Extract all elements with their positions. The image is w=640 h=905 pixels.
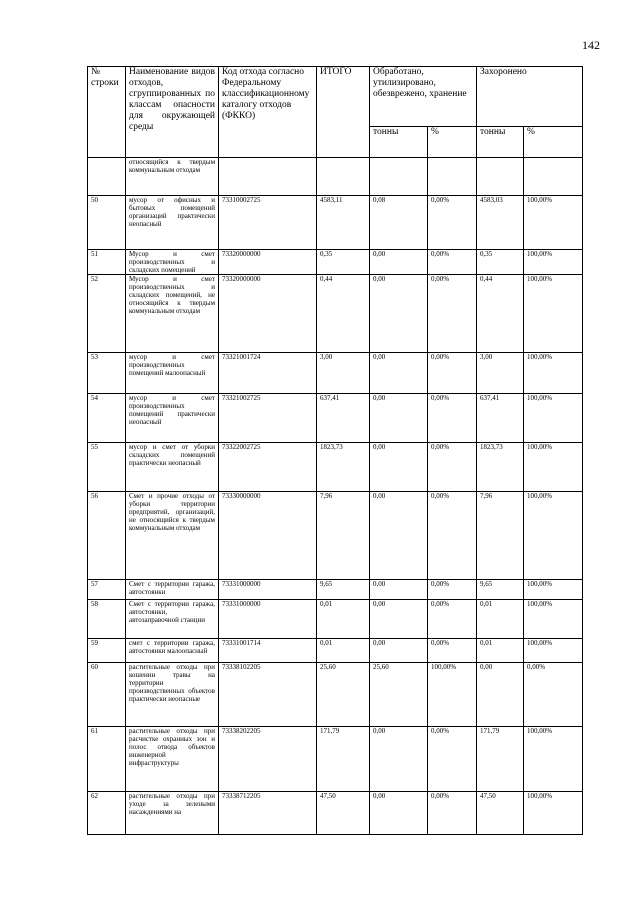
table-row	[88, 663, 583, 727]
waste-name-cell: Смет с территории гаража, автостоянки	[126, 580, 219, 600]
total-value-cell: 171,79	[317, 727, 370, 792]
waste-name-cell: мусор и смет производственных помещений практически неопасный	[126, 394, 219, 443]
buried-percent-cell: 100,00%	[524, 275, 583, 353]
row-number-cell: 61	[88, 727, 126, 792]
total-value-cell: 9,65	[317, 580, 370, 600]
header-processed-percent: %	[428, 127, 477, 158]
total-value-cell: 637,41	[317, 394, 370, 443]
buried-tons-cell: 0,35	[477, 250, 524, 275]
total-value-cell: 7,96	[317, 492, 370, 580]
processed-tons-cell: 0,00	[370, 250, 428, 275]
fkko-code-cell: 73338102205	[219, 663, 317, 727]
waste-name-cell: Смет с территории гаража, автостоянки, автозаправочной станции	[126, 600, 219, 639]
total-value-cell: 25,60	[317, 663, 370, 727]
buried-tons-cell: 0,00	[477, 663, 524, 727]
header-buried-percent: %	[524, 127, 583, 158]
table-row	[88, 639, 583, 663]
waste-name-cell: растительные отходы при расчистке охранных зон и полос отвода объектов инженерной инфраструктуры	[126, 727, 219, 792]
waste-name-cell: мусор от офисных и бытовых помещений организаций практически неопасный	[126, 196, 219, 250]
row-number-cell: 59	[88, 639, 126, 663]
row-number-cell: 62	[88, 792, 126, 835]
table-body	[88, 158, 583, 835]
processed-percent-cell: 0,00%	[428, 492, 477, 580]
header-waste-name: Наименование видов отходов, сгруппированных по классам опасности для окружающей среды	[126, 67, 219, 158]
waste-name-cell: смет с территории гаража, автостоянки малоопасный	[126, 639, 219, 663]
buried-tons-cell: 9,65	[477, 580, 524, 600]
waste-name-cell: Смет и прочие отходы от уборки территории предприятий, организаций, не относящийся к твердым коммунальным отходам	[126, 492, 219, 580]
row-number-cell: 53	[88, 353, 126, 394]
processed-percent-cell: 0,00%	[428, 196, 477, 250]
table-row	[88, 600, 583, 639]
buried-tons-cell: 0,01	[477, 600, 524, 639]
fkko-code-cell: 73330000000	[219, 492, 317, 580]
buried-percent-cell: 100,00%	[524, 443, 583, 492]
buried-tons-cell	[477, 158, 524, 196]
processed-percent-cell: 0,00%	[428, 275, 477, 353]
header-total: ИТОГО	[317, 67, 370, 158]
total-value-cell: 0,35	[317, 250, 370, 275]
processed-tons-cell: 0,00	[370, 600, 428, 639]
table-row	[88, 275, 583, 353]
processed-percent-cell: 0,00%	[428, 600, 477, 639]
processed-percent-cell: 0,00%	[428, 394, 477, 443]
total-value-cell: 3,00	[317, 353, 370, 394]
waste-table	[87, 66, 583, 835]
processed-tons-cell: 0,00	[370, 353, 428, 394]
table-row	[88, 158, 583, 196]
fkko-code-cell: 73331000000	[219, 600, 317, 639]
processed-tons-cell: 0,00	[370, 492, 428, 580]
buried-tons-cell: 7,96	[477, 492, 524, 580]
buried-percent-cell: 100,00%	[524, 492, 583, 580]
buried-tons-cell: 637,41	[477, 394, 524, 443]
buried-percent-cell: 100,00%	[524, 250, 583, 275]
header-buried: Захоронено	[477, 67, 583, 127]
buried-tons-cell: 0,01	[477, 639, 524, 663]
processed-tons-cell: 25,60	[370, 663, 428, 727]
fkko-code-cell: 73310002725	[219, 196, 317, 250]
waste-name-cell: Мусор и смет производственных и складских помещений	[126, 250, 219, 275]
waste-name-cell: мусор и смет от уборки складских помещений практически неопасный	[126, 443, 219, 492]
processed-tons-cell: 0,00	[370, 580, 428, 600]
processed-tons-cell: 0,00	[370, 792, 428, 835]
buried-percent-cell: 0,00%	[524, 663, 583, 727]
total-value-cell: 47,50	[317, 792, 370, 835]
fkko-code-cell: 73331000000	[219, 580, 317, 600]
header-processed-tons: тонны	[370, 127, 428, 158]
buried-percent-cell: 100,00%	[524, 196, 583, 250]
buried-percent-cell: 100,00%	[524, 792, 583, 835]
waste-name-cell: растительные отходы при кошении травы на территории производственных объектов практически неопасные	[126, 663, 219, 727]
buried-tons-cell: 4583,03	[477, 196, 524, 250]
processed-tons-cell: 0,00	[370, 275, 428, 353]
row-number-cell: 52	[88, 275, 126, 353]
total-value-cell: 1823,73	[317, 443, 370, 492]
total-value-cell	[317, 158, 370, 196]
table-row	[88, 492, 583, 580]
buried-tons-cell: 1823,73	[477, 443, 524, 492]
row-number-cell	[88, 158, 126, 196]
buried-percent-cell: 100,00%	[524, 727, 583, 792]
buried-tons-cell: 171,79	[477, 727, 524, 792]
table-row	[88, 196, 583, 250]
row-number-cell: 54	[88, 394, 126, 443]
processed-percent-cell: 0,00%	[428, 727, 477, 792]
fkko-code-cell: 73338202205	[219, 727, 317, 792]
processed-percent-cell: 0,00%	[428, 353, 477, 394]
processed-tons-cell: 0,08	[370, 196, 428, 250]
processed-percent-cell: 0,00%	[428, 443, 477, 492]
table-row	[88, 394, 583, 443]
page-number: 142	[582, 38, 600, 52]
table-row	[88, 250, 583, 275]
row-number-cell: 50	[88, 196, 126, 250]
buried-tons-cell: 3,00	[477, 353, 524, 394]
row-number-cell: 51	[88, 250, 126, 275]
buried-percent-cell: 100,00%	[524, 394, 583, 443]
waste-name-cell: относящийся к твердым коммунальным отходам	[126, 158, 219, 196]
total-value-cell: 0,01	[317, 600, 370, 639]
processed-tons-cell: 0,00	[370, 394, 428, 443]
header-processed: Обработано, утилизировано, обезврежено, хранение	[370, 67, 477, 127]
row-number-cell: 55	[88, 443, 126, 492]
buried-percent-cell: 100,00%	[524, 580, 583, 600]
buried-percent-cell	[524, 158, 583, 196]
header-fkko-code: Код отхода согласно Федеральному классификационному каталогу отходов (ФККО)	[219, 67, 317, 158]
total-value-cell: 4583,11	[317, 196, 370, 250]
waste-name-cell: мусор и смет производственных помещений малоопасный	[126, 353, 219, 394]
processed-tons-cell: 0,00	[370, 443, 428, 492]
fkko-code-cell: 73331001714	[219, 639, 317, 663]
buried-tons-cell: 47,50	[477, 792, 524, 835]
processed-percent-cell	[428, 158, 477, 196]
row-number-cell: 58	[88, 600, 126, 639]
table-row	[88, 792, 583, 835]
buried-percent-cell: 100,00%	[524, 639, 583, 663]
buried-percent-cell: 100,00%	[524, 600, 583, 639]
table-row	[88, 443, 583, 492]
fkko-code-cell: 73321002725	[219, 394, 317, 443]
processed-tons-cell: 0,00	[370, 639, 428, 663]
processed-percent-cell: 100,00%	[428, 663, 477, 727]
buried-tons-cell: 0,44	[477, 275, 524, 353]
buried-percent-cell: 100,00%	[524, 353, 583, 394]
waste-name-cell: Мусор и смет производственных и складских помещений, не относящийся к твердым коммунальным отходам	[126, 275, 219, 353]
processed-percent-cell: 0,00%	[428, 792, 477, 835]
total-value-cell: 0,01	[317, 639, 370, 663]
row-number-cell: 56	[88, 492, 126, 580]
table-row	[88, 353, 583, 394]
waste-name-cell: растительные отходы при уходе за зелеными насаждениями на	[126, 792, 219, 835]
fkko-code-cell: 73320000000	[219, 275, 317, 353]
processed-percent-cell: 0,00%	[428, 250, 477, 275]
total-value-cell: 0,44	[317, 275, 370, 353]
row-number-cell: 60	[88, 663, 126, 727]
fkko-code-cell: 73320000000	[219, 250, 317, 275]
processed-tons-cell	[370, 158, 428, 196]
table-row	[88, 580, 583, 600]
processed-percent-cell: 0,00%	[428, 639, 477, 663]
fkko-code-cell: 73338712205	[219, 792, 317, 835]
table-row	[88, 727, 583, 792]
fkko-code-cell	[219, 158, 317, 196]
processed-tons-cell: 0,00	[370, 727, 428, 792]
header-buried-tons: тонны	[477, 127, 524, 158]
fkko-code-cell: 73321001724	[219, 353, 317, 394]
fkko-code-cell: 73322002725	[219, 443, 317, 492]
processed-percent-cell: 0,00%	[428, 580, 477, 600]
row-number-cell: 57	[88, 580, 126, 600]
header-row-number: № строки	[88, 67, 126, 158]
